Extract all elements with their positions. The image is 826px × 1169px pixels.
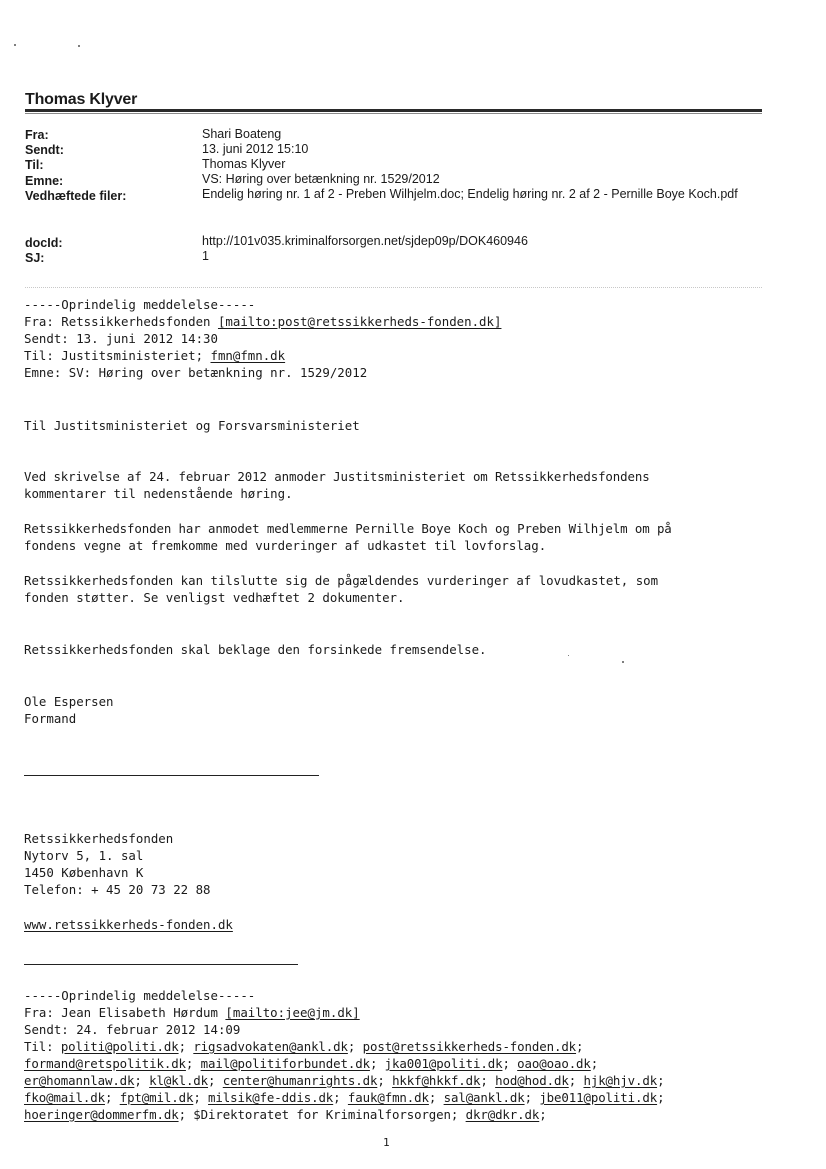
recipient-link[interactable]: jbe011@politi.dk <box>539 1090 658 1105</box>
recipient-link[interactable]: mail@politiforbundet.dk <box>200 1056 370 1071</box>
recipient-link[interactable]: politi@politi.dk <box>60 1039 179 1054</box>
meta-label-sj: SJ: <box>25 251 45 265</box>
recipient-link[interactable]: fpt@mil.dk <box>119 1090 194 1105</box>
forward2-from-mailto-link[interactable]: [mailto:jee@jm.dk] <box>225 1005 360 1020</box>
meta-value-sent: 13. juni 2012 15:10 <box>202 142 309 156</box>
meta-label-from: Fra: <box>25 128 49 142</box>
body-paragraph-3-line-2: fonden støtter. Se venligst vedhæftet 2 dokumenter. <box>24 590 405 605</box>
recipient-link[interactable]: center@humanrights.dk <box>222 1073 378 1088</box>
recipient-link[interactable]: hjk@hjv.dk <box>583 1073 658 1088</box>
recipient-link[interactable]: hkkf@hkkf.dk <box>392 1073 481 1088</box>
signoff-name: Ole Espersen <box>24 694 114 709</box>
meta-label-subject: Emne: <box>25 174 64 188</box>
forward2-sent: Sendt: 24. februar 2012 14:09 <box>24 1022 241 1037</box>
forward1-from-mailto-link[interactable]: [mailto:post@retssikkerheds-fonden.dk] <box>217 314 502 329</box>
scan-speck <box>622 661 624 663</box>
scan-speck <box>568 655 569 656</box>
signature-website-link[interactable]: www.retssikkerheds-fonden.dk <box>24 917 233 932</box>
signature-org: Retssikkerhedsfonden <box>24 831 174 846</box>
scan-speck <box>78 45 80 47</box>
forward1-heading: -----Oprindelig meddelelse----- <box>24 297 256 312</box>
recipient-link[interactable]: hod@hod.dk <box>495 1073 569 1088</box>
body-paragraph-2-line-1: Retssikkerhedsfonden har anmodet medlemmerne Pernille Boye Koch og Preben Wilhjelm om på <box>24 521 672 536</box>
signature-divider-2 <box>24 964 298 965</box>
recipient-link[interactable]: rigsadvokaten@ankl.dk <box>193 1039 348 1054</box>
recipient-link[interactable]: fauk@fmn.dk <box>347 1090 429 1105</box>
forward2-heading: -----Oprindelig meddelelse----- <box>24 988 256 1003</box>
recipient-link[interactable]: kl@kl.dk <box>149 1073 209 1088</box>
forward2-to-line-2: formand@retspolitik.dk; mail@politiforbundet.dk; jka001@politi.dk; oao@oao.dk; <box>24 1056 599 1071</box>
sender-header: Thomas Klyver <box>25 91 138 108</box>
recipient-link[interactable]: milsik@fe-ddis.dk <box>208 1090 334 1105</box>
meta-value-attachments: Endelig høring nr. 1 af 2 - Preben Wilhjelm.doc; Endelig høring nr. 2 af 2 - Pernille Boye Koch.pdf <box>202 187 738 201</box>
signature-divider <box>24 775 319 776</box>
meta-value-subject: VS: Høring over betænkning nr. 1529/2012 <box>202 172 440 186</box>
body-paragraph-1-line-1: Ved skrivelse af 24. februar 2012 anmoder Justitsministeriet om Retssikkerhedsfondens <box>24 469 650 484</box>
body-paragraph-1-line-2: kommentarer til nedenstående høring. <box>24 486 293 501</box>
meta-label-sent: Sendt: <box>25 143 64 157</box>
recipient-link[interactable]: er@homannlaw.dk <box>24 1073 135 1088</box>
forward2-from <box>24 1004 360 1021</box>
meta-label-docid: docId: <box>25 236 63 250</box>
recipient-link[interactable]: dkr@dkr.dk <box>465 1107 540 1122</box>
recipient-link[interactable]: sal@ankl.dk <box>443 1090 525 1105</box>
forward2-to-line-3: er@homannlaw.dk; kl@kl.dk; center@humanrights.dk; hkkf@hkkf.dk; hod@hod.dk; hjk@hjv.dk; <box>24 1073 665 1088</box>
body-paragraph-2-line-2: fondens vegne at fremkomme med vurderinger af udkastet til lovforslag. <box>24 538 547 553</box>
recipient-link[interactable]: jka001@politi.dk <box>384 1056 503 1071</box>
forward2-from-text: Fra: Jean Elisabeth Hørdum <box>24 1005 226 1020</box>
forward2-to-line-4: fko@mail.dk; fpt@mil.dk; milsik@fe-ddis.dk; fauk@fmn.dk; sal@ankl.dk; jbe011@politi.dk; <box>24 1090 665 1105</box>
recipient-link[interactable]: hoeringer@dommerfm.dk <box>24 1107 179 1122</box>
section-divider <box>25 287 762 288</box>
forward1-to <box>24 347 285 364</box>
header-divider <box>25 109 762 112</box>
recipient-link[interactable]: fko@mail.dk <box>24 1090 105 1105</box>
signature-street: Nytorv 5, 1. sal <box>24 848 144 863</box>
scan-speck <box>14 44 16 46</box>
forward1-sent: Sendt: 13. juni 2012 14:30 <box>24 331 218 346</box>
header-divider-thin <box>25 113 762 114</box>
recipient-link[interactable]: post@retssikkerheds-fonden.dk <box>362 1039 577 1054</box>
signature-phone: Telefon: + 45 20 73 22 88 <box>24 882 211 897</box>
meta-value-to: Thomas Klyver <box>202 157 286 171</box>
forward1-from-text: Fra: Retssikkerhedsfonden <box>24 314 218 329</box>
forward2-to-line-1: Til: politi@politi.dk; rigsadvokaten@ankl.dk; post@retssikkerheds-fonden.dk; <box>24 1039 584 1054</box>
meta-label-attachments: Vedhæftede filer: <box>25 189 127 203</box>
forward1-subject: Emne: SV: Høring over betænkning nr. 1529/2012 <box>24 365 368 380</box>
forward2-to-line-5: hoeringer@dommerfm.dk; $Direktoratet for Kriminalforsorgen; dkr@dkr.dk; <box>24 1107 547 1122</box>
meta-value-docid: http://101v035.kriminalforsorgen.net/sjdep09p/DOK460946 <box>202 234 528 248</box>
meta-label-to: Til: <box>25 158 44 172</box>
forward2-to-text: Til: <box>24 1039 61 1054</box>
forward1-to-text: Til: Justitsministeriet; <box>24 348 211 363</box>
meta-value-from: Shari Boateng <box>202 127 282 141</box>
page-number: 1 <box>383 1136 390 1149</box>
forward1-from <box>24 313 501 330</box>
body-paragraph-4: Retssikkerhedsfonden skal beklage den forsinkede fremsendelse. <box>24 642 487 657</box>
forward1-to-link[interactable]: fmn@fmn.dk <box>210 348 286 363</box>
recipient-text: $Direktoratet for Kriminalforsorgen <box>193 1107 451 1122</box>
signoff-title: Formand <box>24 711 77 726</box>
meta-value-sj: 1 <box>202 249 209 263</box>
recipient-link[interactable]: oao@oao.dk <box>517 1056 591 1071</box>
signature-city: 1450 København K <box>24 865 144 880</box>
body-paragraph-3-line-1: Retssikkerhedsfonden kan tilslutte sig de pågældendes vurderinger af lovudkastet, som <box>24 573 659 588</box>
recipient-link[interactable]: formand@retspolitik.dk <box>24 1056 186 1071</box>
body-salutation: Til Justitsministeriet og Forsvarsministeriet <box>24 418 360 433</box>
